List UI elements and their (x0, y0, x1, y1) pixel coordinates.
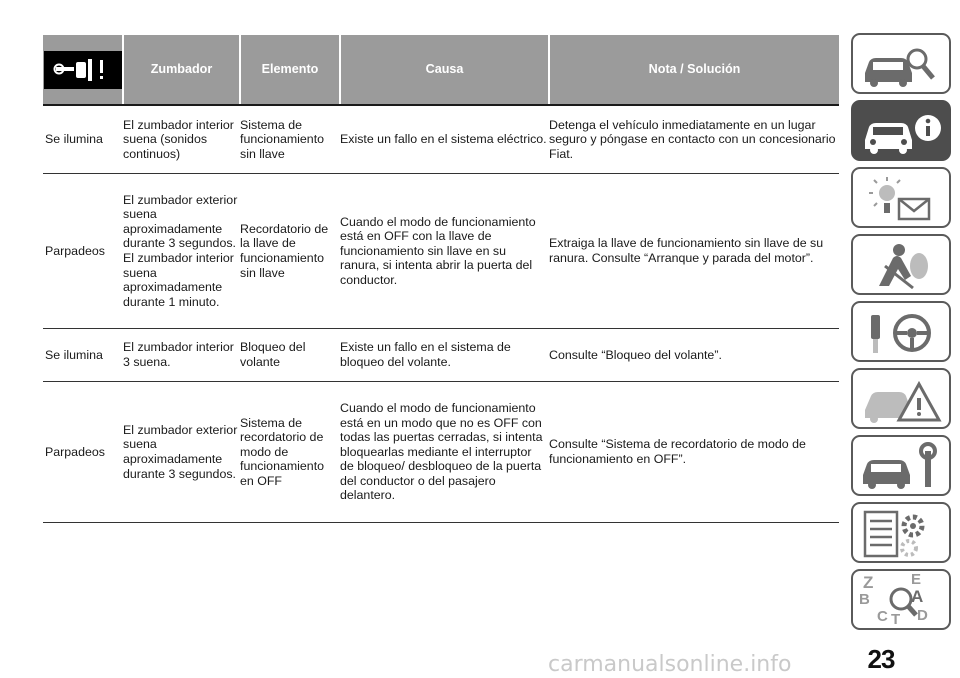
key-steering-wheel-icon (853, 303, 953, 364)
cell-buzzer: El zumbador exterior suena aproximadamente durante 3 segundos. (123, 382, 240, 523)
cell-cause: Existe un fallo en el sistema de bloqueo del volante. (340, 329, 549, 382)
cell-note: Extraiga la llave de funcionamiento sin llave de su ranura. Consulte “Arranque y parada del motor”. (549, 174, 839, 329)
cell-element: Bloqueo del volante (240, 329, 340, 382)
lights-envelope-icon (853, 169, 953, 230)
index-letter: C (877, 608, 888, 625)
index-letter: A (911, 587, 924, 606)
keyless-buzzer-icon (44, 51, 122, 89)
cell-buzzer: El zumbador exterior suena aproximadamente durante 3 segundos. El zumbador interior suena aproximadamente durante 1 minuto. (123, 174, 240, 329)
cell-element: Recordatorio de la llave de funcionamiento sin llave (240, 174, 340, 329)
header-causa: Causa (340, 35, 549, 105)
cell-buzzer: El zumbador interior suena (sonidos continuos) (123, 105, 240, 174)
index-letter: Z (863, 573, 874, 592)
cell-cause: Existe un fallo en el sistema eléctrico. (340, 105, 549, 174)
index-letter: B (859, 591, 870, 608)
cell-note: Detenga el vehículo inmediatamente en un lugar seguro y póngase en contacto con un concesionario Fiat. (549, 105, 839, 174)
tab-starting-driving[interactable] (851, 301, 951, 362)
table-row (43, 105, 839, 174)
table-header-row (43, 35, 839, 105)
header-zumbador: Zumbador (123, 35, 240, 105)
cell-state: Se ilumina (43, 329, 123, 382)
cell-state: Parpadeos (43, 174, 123, 329)
index-letter: E (911, 571, 922, 588)
cell-state: Se ilumina (43, 105, 123, 174)
cell-cause: Cuando el modo de funcionamiento está en OFF con la llave de funcionamiento sin llave en su ranura, si intenta abrir la puerta del conductor. (340, 174, 549, 329)
header-nota: Nota / Solución (549, 35, 839, 105)
tab-lights-messages[interactable] (851, 167, 951, 228)
car-magnifier-icon (853, 35, 953, 96)
cell-note: Consulte “Sistema de recordatorio de modo de funcionamiento en OFF”. (549, 382, 839, 523)
list-gears-icon (853, 504, 953, 565)
seat-airbag-icon (853, 236, 953, 297)
index-letter: D (917, 607, 928, 624)
table-row (43, 329, 839, 382)
car-wrench-icon (853, 437, 953, 498)
tab-dashboard-info[interactable] (851, 100, 951, 161)
table-row (43, 382, 839, 523)
car-warning-triangle-icon (853, 370, 953, 431)
tab-maintenance[interactable] (851, 435, 951, 496)
cell-state: Parpadeos (43, 382, 123, 523)
cell-element: Sistema de recordatorio de modo de funcionamiento en OFF (240, 382, 340, 523)
tab-technical-data[interactable] (851, 502, 951, 563)
cell-element: Sistema de funcionamiento sin llave (240, 105, 340, 174)
table-row (43, 174, 839, 329)
cell-note: Consulte “Bloqueo del volante”. (549, 329, 839, 382)
tab-safety[interactable] (851, 234, 951, 295)
cell-cause: Cuando el modo de funcionamiento está en un modo que no es OFF con todas las puertas cerradas, si intenta bloquearlas mediante el interruptor de bloqueo/ desbloqueo de la puerta del conductor o del pasajero delantero. (340, 382, 549, 523)
tab-emergency[interactable] (851, 368, 951, 429)
watermark: carmanualsonline.info (548, 652, 792, 677)
page-number: 23 (867, 644, 895, 674)
buzzer-table (43, 35, 839, 523)
car-info-icon (853, 102, 953, 163)
index-letter: T (891, 611, 901, 628)
tab-car-inspection[interactable] (851, 33, 951, 94)
header-icon-cell (43, 35, 123, 105)
cell-buzzer: El zumbador interior 3 suena. (123, 329, 240, 382)
header-elemento: Elemento (240, 35, 340, 105)
tab-alphabetical-index[interactable] (851, 569, 951, 630)
